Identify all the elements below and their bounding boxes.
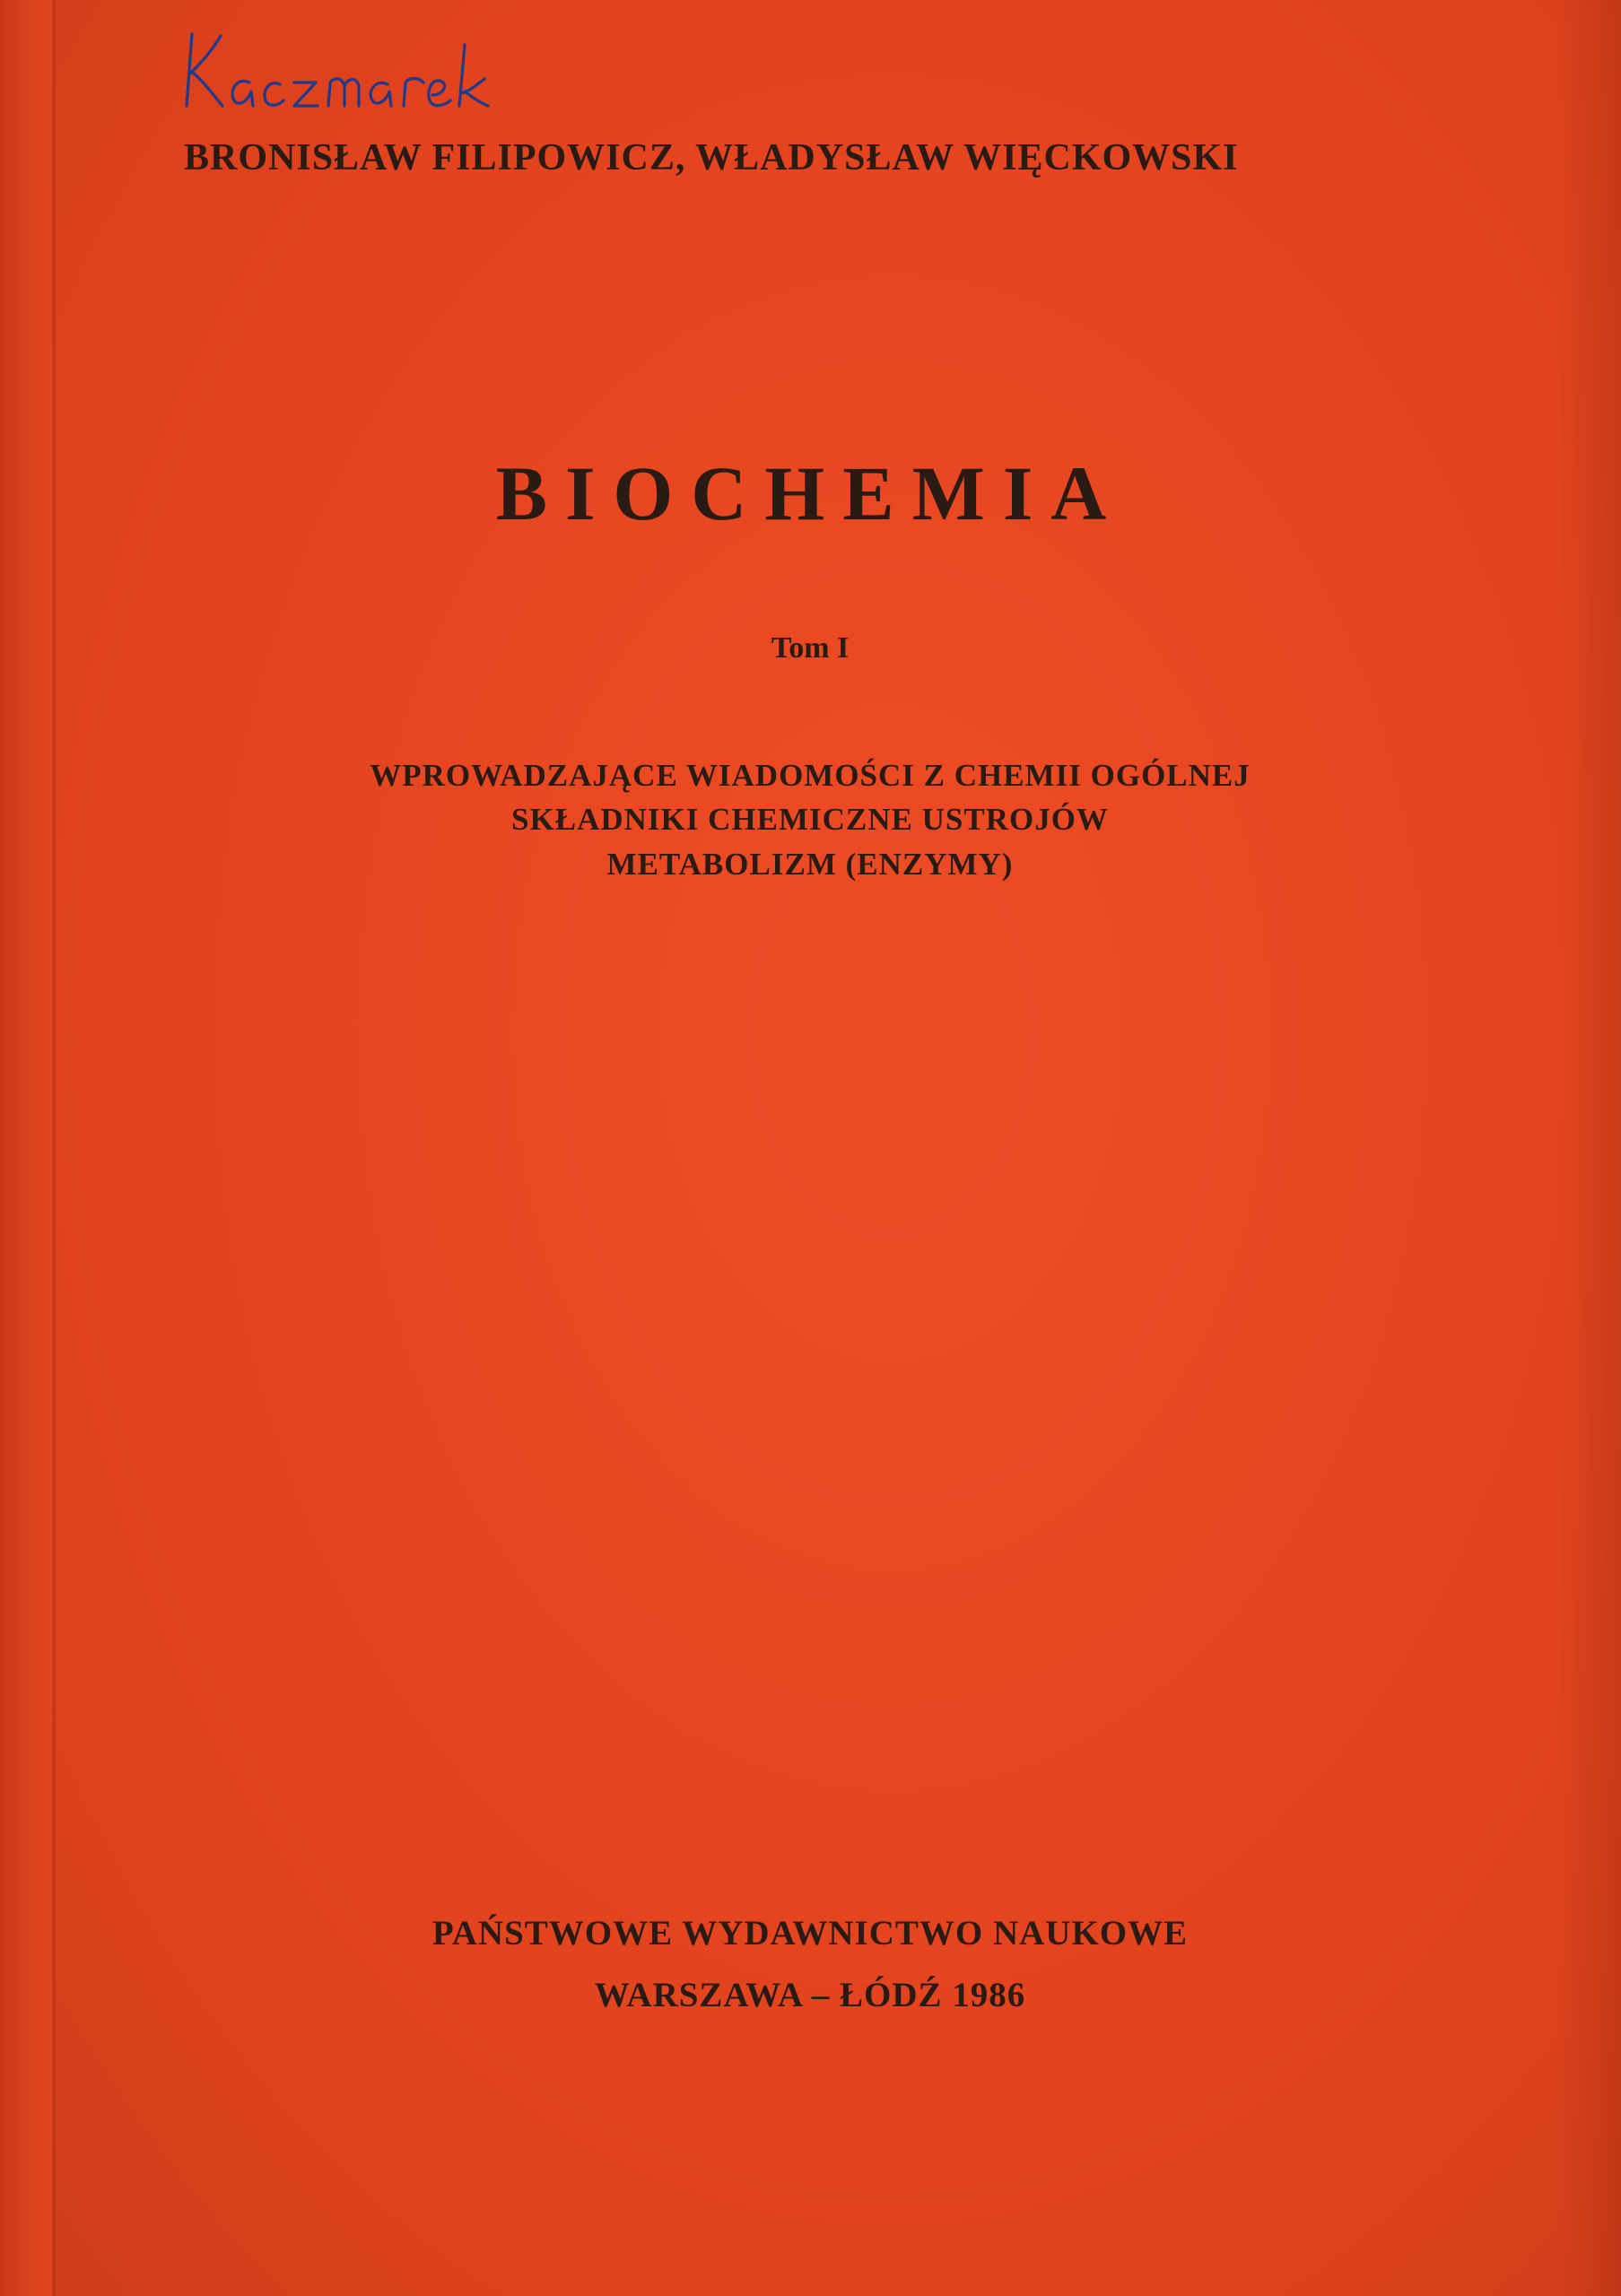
book-title: BIOCHEMIA: [495, 450, 1125, 536]
publisher-name: PAŃSTWOWE WYDAWNICTWO NAUKOWE: [431, 1914, 1189, 1952]
volume-label: Tom I: [771, 631, 850, 665]
subtitle-line-1: WPROWADZAJĄCE WIADOMOŚCI Z CHEMII OGÓLNEJ: [370, 758, 1251, 793]
authors: BRONISŁAW FILIPOWICZ, WŁADYSŁAW WIĘCKOWSKI: [184, 137, 1239, 178]
subtitle-line-2: SKŁADNIKI CHEMICZNE USTROJÓW: [511, 802, 1109, 837]
handwritten-signature: [179, 18, 556, 126]
publisher-place-year: WARSZAWA – ŁÓDŹ 1986: [594, 1976, 1026, 2014]
subtitle-line-3: METABOLIZM (ENZYMY): [606, 847, 1014, 882]
spine-fold: [0, 0, 52, 2296]
